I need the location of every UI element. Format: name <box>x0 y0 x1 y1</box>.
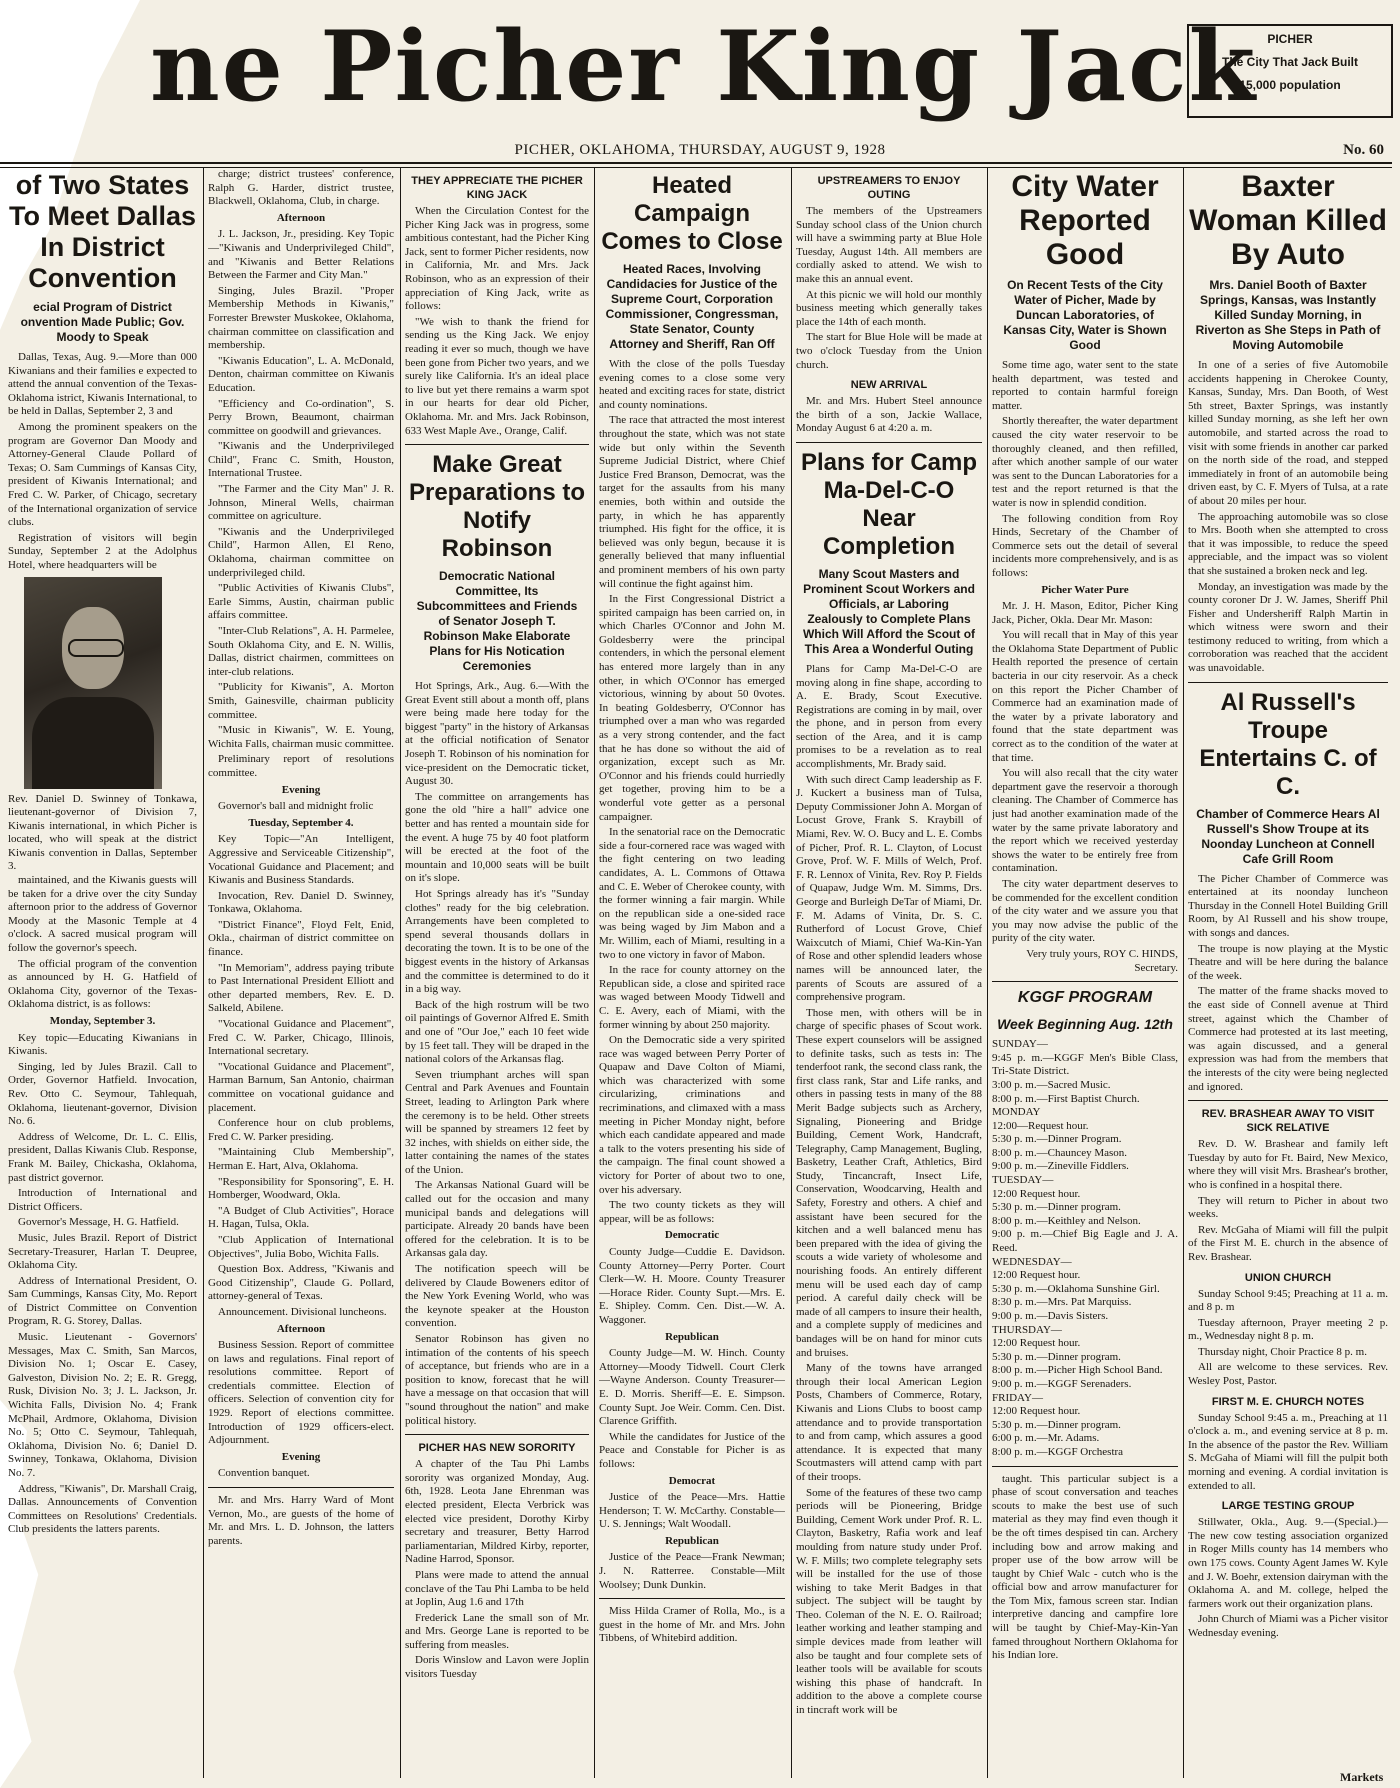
schedule-line: 9:00 p. m.—Zineville Fiddlers. <box>992 1160 1129 1173</box>
article-paragraph: Frederick Lane the small son of Mr. and Mrs. George Lane is reported to be suffering from measles. <box>405 1611 589 1651</box>
article-paragraph: Address of Welcome, Dr. L. C. Ellis, president, Dallas Kiwanis Club. Response, Frank M. Bailey, Chickasha, Oklahoma, past district governor. <box>8 1130 197 1184</box>
photo-suit <box>32 697 154 789</box>
article-paragraph: Hot Springs already has it's "Sunday clothes" ready for the big celebration. Arrangements have been completed to spend several thousands dollars in decorating the town. It is to be one of the biggest events in the history of Arkansas and the committee is determined to do it in a big way. <box>405 888 589 996</box>
article-paragraph: Doris Winslow and Lavon were Joplin visitors Tuesday <box>405 1654 589 1681</box>
article-paragraph: County Judge—M. W. Hinch. County Attorney—Moody Tidwell. Court Clerk—Wayne Anderson. County Treasurer—E. D. Morris. Sheriff—E. E. Simpson. County Supt. Joe Weir. Comm. Cen. Dist. Clarence Griffith. <box>599 1347 785 1428</box>
column-1 <box>8 168 197 1778</box>
article-paragraph: Back of the high rostrum will be two oil paintings of Governor Alfred E. Smith and one of "Our Joe," each 10 feet wide by 15 feet tall. They will be draped in the national colors of the Arkansas flag. <box>405 998 589 1066</box>
column-6 <box>992 168 1178 1778</box>
article-headline-union-church: UNION CHURCH <box>1244 1271 1332 1284</box>
article-paragraph: County Judge—Cuddie E. Davidson. County Attorney—Perry Porter. Court Clerk—W. H. Moore. County Treasurer—Horace Rider. County Supt.—Mrs. E. E. Shipley. Comm. Cen. Dist.—W. A. Waggoner. <box>599 1246 785 1326</box>
schedule-line: 12:00 Request hour. <box>992 1187 1081 1200</box>
article-paragraph: Some time ago, water sent to the state health department, was tested and reported to contain harmful foreign matter. <box>992 359 1178 412</box>
schedule-line: 5:30 p. m.—Dinner Program. <box>992 1133 1122 1146</box>
section-divider <box>599 1598 785 1599</box>
article-paragraph: taught. This particular subject is a phase of scout conversation and teaches scouts to make the best use of such material as they may find even though it be the oft times despised tin can. Archery including bow and arrow making and proper use of the bow arrow will be taught by Chief Walc - cutch who is the official bow and arrow manufacturer for the Tom Mix, famous screen star. Indian interpretive dancing and campfire lore will be taught by Chief-May-Kin-Yan famed throughout Northern Oklahoma for his Indian lore. <box>992 1472 1178 1662</box>
article-paragraph: "Public Activities of Kiwanis Clubs", Earle Simms, Austin, chairman public affairs committee. <box>208 582 394 622</box>
article-paragraph: Senator Robinson has given no intimation of the contents of his speech of acceptance, but friends who are in a position to know, forecast that he will have a message on that occasion that will "sound throughout the nation" and make political history. <box>405 1333 589 1427</box>
article-paragraph: Dallas, Texas, Aug. 9.—More than 000 Kiwanians and their families e expected to attend the annual convention of the Texas-Oklahoma istrict, Kiwanis International, to be held in Dallas, September 2, 3 and <box>8 351 197 418</box>
article-paragraph: The city water department deserves to be commended for the excellent condition of the city water and we assure you that you may now advise the public of the purity of the city water. <box>992 877 1178 945</box>
article-paragraph: In one of a series of five Automobile accidents happening in Cherokee County, Kansas, Sunday, Mrs. Dan Booth, of West 5th street, Baxter Springs, was instantly killed Sunday morning, as she left her own automobile, and started across the road to visit with some friends in another car parked on the north side of the road, and stepped immediately in front of an automobile being driven east, by C. F. Myers of Tulsa, at a rate of about 20 miles per hour. <box>1188 359 1388 507</box>
ear-population: 15,000 population <box>1239 78 1341 92</box>
article-paragraph: Seven triumphant arches will span Central and Park Avenues and Fountain Street, leading to Arlington Park where the ceremony is to be held. Other streets will be spanned by streamers 12 feet by 32 inches, with shields on either side, the latter containing the names of the states of the Union. <box>405 1068 589 1176</box>
article-headline-new-arrival: NEW ARRIVAL <box>850 379 928 392</box>
column-rule <box>400 168 401 1778</box>
article-paragraph: In the senatorial race on the Democratic side a four-cornered race was waged with the fight centering on two leading candidates, A. L. Commons of Ottawa and C. E. Weber of Cherokee county, with the former winning a fair margin. While on the republican side a one-sided race was being waged by Jim Mabon and a Mr. Willim, each of Miami, resulting in a two to one victory in favor of Mabon. <box>599 826 785 961</box>
column-4 <box>599 168 785 1778</box>
schedule-line: 9:00 p. m.—Davis Sisters. <box>992 1310 1109 1322</box>
article-paragraph: Justice of the Peace—Frank Newman; J. N. Ratterree. Constable—Milt Woolsey; Dunk Dunkin. <box>599 1551 785 1591</box>
article-paragraph: Hot Springs, Ark., Aug. 6.—With the Great Event still about a month off, plans were being made here today for the biggest "party" in the history of Arkansas at the official notification of Senator Joseph T. Robinson of his nomination for vice-president on the Democratic ticket, August 30. <box>405 680 589 788</box>
schedule-line: 6:00 p. m.—Mr. Adams. <box>992 1432 1100 1445</box>
article-paragraph: The approaching automobile was so close to Mrs. Booth when she attempted to cross that it was impossible, to reduce the speed appreciable, and the impact was so violent that she sustained a broken neck and leg. <box>1188 510 1388 577</box>
letter-heading: Picher Water Pure <box>1041 583 1129 596</box>
column-rule <box>1183 168 1184 1778</box>
section-divider <box>208 1487 394 1488</box>
article-paragraph: Registration of visitors will begin Sunday, September 2 at the Adolphus Hotel, where headquarters will be <box>8 531 197 571</box>
article-paragraph: In the race for county attorney on the Republican side, a close and spirited race was waged between Moody Tidwell and C. E. Avery, each of Miami, with the former winning by about 250 majority. <box>599 964 785 1031</box>
article-paragraph: Key Topic—"An Intelligent, Aggressive and Serviceable Citizenship", Vocational Guidance and Placement; and Kiwanis and Business Standards. <box>208 833 394 887</box>
article-paragraph: You will recall that in May of this year the Oklahoma State Department of Public Health reported the presence of certain bacteria in our city reservoir. As a check on this report the Picher Chamber of Commerce had an examination made of the water by a private laboratory and found that the state department was correct as to the condition of the water at that time. <box>992 629 1178 764</box>
column-5 <box>796 168 982 1778</box>
article-paragraph: "Kiwanis and the Underprivileged Child", Harmon Allen, El Reno, Oklahoma, chairman committee on underprivileged child. <box>208 525 394 579</box>
article-paragraph: Governor's Message, H. G. Hatfield. <box>18 1216 179 1229</box>
ear-slogan: The City That Jack Built <box>1221 55 1359 69</box>
schedule-line: 9:00 p. m.—Chief Big Eagle and J. A. Reed. <box>992 1228 1178 1255</box>
article-deck-robinson: Democratic National Committee, Its Subcommittees and Friends of Senator Joseph T. Robinson Make Elaborate Plans for His Notication Ceremonies <box>416 569 578 674</box>
schedule-line: 12:00 Request hour. <box>992 1269 1081 1282</box>
section-divider <box>405 444 589 445</box>
schedule-line: SUNDAY— <box>992 1038 1048 1051</box>
schedule-line: FRIDAY— <box>992 1391 1043 1404</box>
article-paragraph: The official program of the convention as announced by H. G. Hatfield of Oklahoma City, governor of the Texas-Oklahoma district, is as follows: <box>8 957 197 1011</box>
article-headline-sorority: PICHER HAS NEW SORORITY <box>418 1442 576 1455</box>
article-paragraph: "Efficiency and Co-ordination", S. Perry Brown, Beaumont, chairman committee on goodwill and grievances. <box>208 397 394 437</box>
article-paragraph: "A Budget of Club Activities", Horace H. Hagan, Tulsa, Okla. <box>208 1204 394 1231</box>
article-paragraph: Mr. and Mrs. Hubert Steel announce the birth of a son, Jackie Wallace, Monday August 6 at 4:20 a. m. <box>796 395 982 435</box>
article-paragraph: "Publicity for Kiwanis", A. Morton Smith, Gainesville, chairman publicity committee. <box>208 681 394 721</box>
article-paragraph: The notification speech will be delivered by Claude Boweners editor of the New York Evening World, who was the keynote speaker at the Houston convention. <box>405 1263 589 1330</box>
schedule-line: 12:00 Request hour. <box>992 1337 1081 1350</box>
schedule-line: 8:00 p. m.—Keithley and Nelson. <box>992 1214 1141 1227</box>
article-paragraph: Shortly thereafter, the water department caused the city water reservoir to be thoroughly cleaned, and then refilled, after which another sample of our water was sent to the Duncan Laboratories for a test and the report returned is that the water is now in splendid condition. <box>992 415 1178 509</box>
article-paragraph: You will also recall that the city water department gave the reservoir a thorough cleaning. The Chamber of Commerce has just had another examination made of the water by the same private laboratory and the report which we received yesterday shows the water to be entirely free from contamination. <box>992 767 1178 875</box>
article-headline-camp: Plans for Camp Ma-Del-C-O Near Completion <box>800 448 978 560</box>
kggf-program-subtitle: Week Beginning Aug. 12th <box>997 1016 1173 1033</box>
article-paragraph: "Kiwanis Education", L. A. McDonald, Denton, chairman committee on Kiwanis Education. <box>208 354 394 394</box>
schedule-line: 8:00 p. m.—First Baptist Church. <box>992 1092 1140 1105</box>
article-paragraph: "The Farmer and the City Man" J. R. Johnson, Mineral Wells, chairman committee on agriculture. <box>208 483 394 523</box>
article-paragraph: Introduction of International and District Officers. <box>8 1187 197 1213</box>
schedule-line: 5:30 p. m.—Dinner program. <box>992 1201 1121 1214</box>
schedule-line: 8:00 p. m.—Picher High School Band. <box>992 1364 1163 1377</box>
article-paragraph: "Kiwanis and the Underprivileged Child", Franc C. Smith, Houston, International Trustee. <box>208 440 394 480</box>
program-day-heading: Tuesday, September 4. <box>248 816 354 829</box>
article-paragraph: Preliminary report of resolutions committee. <box>208 753 394 779</box>
article-paragraph: "District Finance", Floyd Felt, Enid, Okla., chairman of district committee on finance. <box>208 918 394 959</box>
schedule-line: MONDAY <box>992 1106 1041 1119</box>
article-paragraph: "Maintaining Club Membership", Herman E. Hart, Alva, Oklahoma. <box>208 1146 394 1172</box>
schedule-line: WEDNESDAY— <box>992 1255 1072 1268</box>
article-headline-testing-group: LARGE TESTING GROUP <box>1221 1500 1355 1513</box>
column-7 <box>1188 168 1388 1778</box>
article-deck-campaign: Heated Races, Involving Candidacies for Justice of the Supreme Court, Corporation Commissioner, Congressman, State Senator, County Attorney and Sheriff, Ran Off <box>605 262 779 351</box>
article-paragraph: "We wish to thank the friend for sending us the King Jack. We enjoy reading it ever so much, though we have been gone from Picher two years, and we surely like California. It's an ideal place to live but yet there remains a warm spot in our hearts for dear old Picher, Oklahoma. Mr. and Mrs. Jack Robinson, 633 West Maple Ave., Orange, Calif. <box>405 315 589 437</box>
article-deck-water: On Recent Tests of the City Water of Picher, Made by Duncan Laboratories, of Kansas City, Water is Shown Good <box>1003 278 1167 352</box>
column-rule <box>987 168 988 1778</box>
column-rule <box>203 168 204 1778</box>
issue-number: No. 60 <box>1343 142 1384 158</box>
article-paragraph: "In Memoriam", address paying tribute to Past International President Elliott and other departed members, Rev. E. D. Salkeld, Abilene. <box>208 961 394 1015</box>
masthead-ear-box <box>1187 24 1393 118</box>
article-deck-russell: Chamber of Commerce Hears Al Russell's Show Troupe at its Noonday Luncheon at Connell Cafe Grill Room <box>1196 806 1380 866</box>
article-paragraph: Singing, led by Jules Brazil. Call to Order, Governor Hatfield. Invocation, Rev. Otto C. Seymour, Tahlequah, Oklahoma, lieutenant-governor, Division No. 6. <box>8 1060 197 1128</box>
article-headline-upstreamers: UPSTREAMERS TO ENJOY OUTING <box>817 175 961 201</box>
section-divider <box>1188 1100 1388 1101</box>
section-divider <box>1188 682 1388 683</box>
program-day-heading: Monday, September 3. <box>49 1015 156 1027</box>
article-paragraph: "Vocational Guidance and Placement", Fred C. W. Parker, Chicago, Illinois, International secretary. <box>208 1018 394 1058</box>
article-headline-campaign: Heated Campaign Comes to Close <box>601 172 783 255</box>
article-paragraph: Rev. D. W. Brashear and family left Tuesday by auto for Ft. Baird, New Mexico, where they will visit Mrs. Brashear's brother, who is confined in a hospital there. <box>1188 1138 1388 1191</box>
schedule-line: THURSDAY— <box>992 1323 1062 1336</box>
schedule-line: 12:00—Request hour. <box>992 1119 1089 1132</box>
article-paragraph: The start for Blue Hole will be made at two o'clock Tuesday from the Union church. <box>796 331 982 371</box>
column-rule <box>594 168 595 1778</box>
ticket-heading: Democratic <box>664 1229 720 1242</box>
article-headline-appreciate: THEY APPRECIATE THE PICHER KING JACK <box>411 175 583 201</box>
article-paragraph: Announcement. Divisional luncheons. <box>218 1305 387 1318</box>
article-paragraph: Sunday School 9:45; Preaching at 11 a. m. and 8 p. m <box>1188 1287 1388 1314</box>
article-headline-russell: Al Russell's Troupe Entertains C. of C. <box>1199 688 1377 800</box>
article-paragraph: The race that attracted the most interest throughout the state, which was not state wide but only within the Seventh Supreme Judicial District, where Chief Justice Fred Branson, Democrat, was the target for the assaults from his many enemies, both within and outside the party, in which he has apparently triumphed. His fight for the office, it is believed was only begun, because it is generally believed that many influential and prominent members of his own party will continue the fight against him. <box>599 414 785 590</box>
article-paragraph: "Inter-Club Relations", A. H. Parmelee, South Oklahoma City, and E. N. Willis, Dallas, district chairmen, committees on inter-club relations. <box>208 625 394 678</box>
article-paragraph: Some of the features of these two camp periods will be Pioneering, Bridge Building, Cement Work under Prof. R. L. Clayton, Basketry, Rafia work and leaf moulding from nature study under Prof. W. F. Mills; two complete telegraphy sets will be installed for the use of those wishing to take Merit Badges in that subject. The subject will be taught by Theo. Coleman of the N. E. O. Railroad; leather working and leather stamping and simple devices made from leather will also be taught and four complete sets of leather tools will be available for scouts wishing this phase of handcraft. In addition to the above a complete course in tincraft work will be <box>796 1486 982 1717</box>
column-2 <box>208 168 394 1778</box>
schedule-line: 12:00 Request hour. <box>992 1405 1081 1418</box>
article-paragraph: Plans were made to attend the annual conclave of the Tau Phi Lamba to be held at Joplin, Aug 1.6 and 17th <box>405 1568 589 1609</box>
ticket-heading: Republican <box>665 1330 719 1343</box>
article-paragraph: Miss Hilda Cramer of Rolla, Mo., is a guest in the home of Mr. and Mrs. John Tibbens, of Whitebird addition. <box>599 1605 785 1645</box>
article-paragraph: Invocation, Rev. Daniel D. Swinney, Tonkawa, Oklahoma. <box>208 889 394 916</box>
article-paragraph: charge; district trustees' conference, Ralph G. Harder, district trustee, Blackwell, Oklahoma, Club, in charge. <box>208 168 394 208</box>
article-paragraph: The two county tickets as they will appear, will be as follows: <box>599 1199 785 1225</box>
article-paragraph: When the Circulation Contest for the Picher King Jack was in progress, some ambitious contestant, had the Picher King Jack, sent to former Picher residents, now in California, Mr. and Mrs. Jack Robinson, who as an expression of their appreciation of King Jack, write as follows: <box>405 205 589 313</box>
article-paragraph: Address of International President, O. Sam Cummings, Kansas City, Mo. Report of District Committee on Convention Program, R. G. Storey, Dallas. <box>8 1274 197 1328</box>
masthead-title: ne Picher King Jack <box>150 10 1258 123</box>
dateline: PICHER, OKLAHOMA, THURSDAY, AUGUST 9, 1928 <box>514 142 886 158</box>
article-paragraph: "Responsibility for Sponsoring", E. H. Homberger, Woodward, Okla. <box>208 1175 394 1202</box>
schedule-line: 8:00 p. m.—KGGF Orchestra <box>992 1445 1124 1458</box>
article-paragraph: With such direct Camp leadership as F. J. Kuckert a business man of Tulsa, Deputy Commissioner John A. Morgan of Locust Grove, Frank S. Kraybill of Miami, Rev. W. O. Bucy and L. E. Combs of Picher, Prof. R. L. Clayton, of Locust Grove, Prof. W. F. Mills of Welch, Prof. F. R. Lennox of Vinita, Rev. Roy P. Fields of Quapaw, Judge Wm. M. Simms, Drs. George and Burleigh DeTar of Miami, Dr. F. M. Adams of Vinita, Dr. S. C. Rutherford of Locust Grove, Chief Waixcutch of Miami, Chief Wa-Kin-Yan of Rose and other splendid leaders whose names will be announced later, the parents of Scouts are assured of a comprehensive program. <box>796 773 982 1004</box>
article-paragraph: The Arkansas National Guard will be called out for the occasion and many municipal bands and delegations will participate. Already 20 bands have been offered for the celebration. It is to be Arkansas gala day. <box>405 1179 589 1260</box>
schedule-line: 5:30 p. m.—Dinner program. <box>992 1350 1121 1363</box>
article-paragraph: "Club Application of International Objectives", Julia Bobo, Wichita Falls. <box>208 1233 394 1260</box>
article-paragraph: Many of the towns have arranged through their local American Legion Posts, Chambers of Commerce, Rotary, Kiwanis and Lions Clubs to boost camp attendance and to provide transportation to and from camp, which assures a good attendance. It is expected that many Scoutmasters will attend camp with part of their troops. <box>796 1362 982 1483</box>
schedule-line: 9:00 p. m.—KGGF Serenaders. <box>992 1377 1132 1390</box>
article-headline-water: City Water Reported Good <box>1011 170 1159 271</box>
article-paragraph: Tuesday afternoon, Prayer meeting 2 p. m., Wednesday night 8 p. m. <box>1188 1316 1388 1343</box>
column-rule <box>791 168 792 1778</box>
article-paragraph: J. L. Jackson, Jr., presiding. Key Topic—"Kiwanis and Underprivileged Child", and "Kiwanis and Better Relations Between the Farmer and City Man." <box>208 228 394 282</box>
program-subheading: Afternoon <box>276 211 326 224</box>
kggf-program-title: KGGF PROGRAM <box>1017 989 1153 1007</box>
article-paragraph: The troupe is now playing at the Mystic Theatre and will be here during the balance of the week. <box>1188 942 1388 982</box>
article-headline-brashear: REV. BRASHEAR AWAY TO VISIT SICK RELATIVE <box>1201 1108 1375 1135</box>
program-subheading: Evening <box>281 1450 321 1463</box>
column-3 <box>405 168 589 1778</box>
ear-city: PICHER <box>1267 32 1313 46</box>
ticket-heading: Democrat <box>668 1474 716 1487</box>
article-paragraph: Among the prominent speakers on the program are Governor Dan Moody and Attorney-General Claude Pollard of Texas; O. Sam Cummings of Kansas City, president of Kiwanis International; and Fred C. W. Parker, of Chicago, secretary of the International organization of service clubs. <box>8 420 197 529</box>
article-paragraph: The committee on arrangements has gone the old "hire a hall" advice one better and has rented a mountain side for the event. A huge 75 by 40 foot platform will be erected at the foot of the mountain and 10,000 seats will be built on it's slope. <box>405 790 589 885</box>
section-divider <box>992 981 1178 982</box>
schedule-line: 9:45 p. m.—KGGF Men's Bible Class, Tri-State District. <box>992 1051 1178 1078</box>
schedule-line: 5:30 p. m.—Oklahoma Sunshine Girl. <box>992 1282 1160 1295</box>
footer-markets: Markets <box>1340 1770 1384 1784</box>
article-paragraph: On the Democratic side a very spirited race was waged between Perry Porter of Quapaw and Dave Colton of Miami, which was characterized with some circularizing, criminations and recriminations, and climaxed with a mass meeting in Picher Monday night, before which each candidate appeared and made a talk to the voters presenting his side of the campaign. The final count showed a victory for Porter of about two to one, over his adversary. <box>599 1034 785 1196</box>
ticket-heading: Republican <box>665 1534 719 1547</box>
article-paragraph: Mr. J. H. Mason, Editor, Picher King Jack, Picher, Okla. Dear Mr. Mason: <box>992 600 1178 626</box>
article-headline-kiwanis: of Two States To Meet Dallas In District Convention <box>8 170 197 293</box>
article-paragraph: Plans for Camp Ma-Del-C-O are moving along in fine shape, according to A. E. Brady, Scout Executive. Registrations are coming in by mail, over the phone, and in person from every section of the Area, and it is camp promises to be a revelation as to real accomplishments, Mr. Brady said. <box>796 662 982 771</box>
article-paragraph: The members of the Upstreamers Sunday school class of the Union church will have a swimming party at Blue Hole Tuesday, August 14th. All members are cordially asked to attend. We wish to make this an annual event. <box>796 205 982 285</box>
article-paragraph: The Picher Chamber of Commerce was entertained at its noonday luncheon Thursday in the Connell Hotel Building Grill Room, by Al Russell and his show troupe, with songs and dances. <box>1188 872 1388 940</box>
photo-caption: Rev. Daniel D. Swinney of Tonkawa, lieutenant-governor of Division 7, Kiwanis international, in which Picher is located, who will speak at the district Kiwanis convention in Dallas, September 3. <box>8 792 197 873</box>
schedule-line: TUESDAY— <box>992 1174 1054 1187</box>
article-headline-robinson: Make Great Preparations to Notify Robinson <box>408 451 586 563</box>
article-paragraph: "Music in Kiwanis", W. E. Young, Wichita Falls, chairman music committee. <box>208 724 394 750</box>
article-deck-baxter: Mrs. Daniel Booth of Baxter Springs, Kansas, was Instantly Killed Sunday Morning, in Riverton as She Steps in Path of Moving Automobile <box>1195 278 1381 352</box>
article-headline-baxter: Baxter Woman Killed By Auto <box>1189 170 1387 271</box>
article-paragraph: Music. Lieutenant - Governors' Messages, Max C. Smith, San Marcos, Division No. 1; Oscar E. Casey, Galveston, Division No. 2; E. R. Gregg, Rusk, Division No. 3; J. L. Jackson, Jr. Wichita Falls, Division No. 4; Frank McPhail, Ardmore, Oklahoma, Division No. 5; Otto C. Seymour, Tahlequah, Oklahoma, Division No. 6; Daniel D. Swinney, Tonkawa, Oklahoma, Division No. 7. <box>8 1331 197 1479</box>
photo-glasses <box>68 639 124 657</box>
portrait-photo <box>24 577 162 789</box>
article-paragraph: Business Session. Report of committee on laws and regulations. Final report of resolutions committee. Report of credentials committee. Election of officers. Selection of convention city for 1929. Report of elections committee. Introduction of 1929 officers-elect. Adjournment. <box>208 1339 394 1447</box>
article-deck-kiwanis: ecial Program of District onvention Made Public; Gov. Moody to Speak <box>20 300 185 344</box>
article-paragraph: They will return to Picher in about two weeks. <box>1188 1194 1388 1221</box>
article-headline-first-me: FIRST M. E. CHURCH NOTES <box>1211 1395 1365 1408</box>
article-paragraph: Stillwater, Okla., Aug. 9.—(Special.)—The new cow testing association organized in Roger Mills county has 14 members who own 175 cows. County Agent James W. Kyle and J. W. Boehr, extension dairyman with the Oklahoma A. and M. college, helped the farmers work out their organization plans. <box>1188 1516 1388 1610</box>
schedule-line: 8:00 p. m.—Chauncey Mason. <box>992 1146 1128 1159</box>
program-subheading: Afternoon <box>276 1322 326 1335</box>
article-paragraph: Thursday night, Choir Practice 8 p. m. <box>1198 1345 1367 1358</box>
schedule-line: 5:30 p. m.—Dinner program. <box>992 1418 1121 1431</box>
schedule-line: 8:30 p. m.—Mrs. Pat Marquiss. <box>992 1296 1132 1309</box>
article-paragraph: The following condition from Roy Hinds, Secretary of the Chamber of Commerce sets out the detail of several incidents more comprehensively, and is as follows: <box>992 512 1178 579</box>
section-divider <box>796 442 982 443</box>
article-paragraph: A chapter of the Tau Phi Lambs sorority was organized Monday, Aug. 6th, 1928. Leota Jane Ehrenman was elected president, Electa Verbrick was elected vice president, Dorothy Kirby secretary and treasurer, Betty Harrod parliamentarian, Mildred Kirby, reporter, Nadine Harrod, Sponsor. <box>405 1458 589 1566</box>
article-paragraph: Address, "Kiwanis", Dr. Marshall Craig, Dallas. Announcements of Convention Committees on Resolutions' Credentials. Club presidents the latters parents. <box>8 1482 197 1536</box>
article-paragraph: At this picnic we will hold our monthly business meeting which generally takes place the 14th of each month. <box>796 288 982 328</box>
schedule-line: 3:00 p. m.—Sacred Music. <box>992 1078 1111 1091</box>
section-divider <box>992 1466 1178 1467</box>
letter-signature: Very truly yours, ROY C. HINDS, Secretary. <box>1026 947 1178 974</box>
article-paragraph: Mr. and Mrs. Harry Ward of Mont Vernon, Mo., are guests of the home of Mr. and Mrs. L. D. Johnson, the latters parents. <box>208 1494 394 1547</box>
article-paragraph: With the close of the polls Tuesday evening comes to a close some very heated and exciting races for state, district and county nominations. <box>599 358 785 411</box>
article-paragraph: Question Box. Address, "Kiwanis and Good Citizenship", Claude G. Pollard, attorney-general of Texas. <box>208 1263 394 1303</box>
article-paragraph: maintained, and the Kiwanis guests will be taken for a drive over the city Sunday afternoon prior to the address of Governor Moody at the Masonic Temple at 4 o'clock. A sacred musical program will follow the governor's speech. <box>8 874 197 955</box>
article-paragraph: Conference hour on club problems, Fred C. W. Parker presiding. <box>208 1117 394 1143</box>
article-paragraph: While the candidates for Justice of the Peace and Constable for Picher is as follows: <box>599 1430 785 1470</box>
article-paragraph: Singing, Jules Brazil. "Proper Membership Methods in Kiwanis," Forrester Brewster Muskokee, Oklahoma, chairman committee on classification and membership. <box>208 284 394 352</box>
article-paragraph: Key topic—Educating Kiwanians in Kiwanis. <box>8 1031 197 1058</box>
section-divider <box>405 1434 589 1435</box>
article-paragraph: Justice of the Peace—Mrs. Hattie Henderson; T. W. McCarthy. Constable—U. S. Jennings; Walt Woodall. <box>599 1491 785 1531</box>
article-paragraph: In the First Congressional District a spirited campaign has been carried on, in which Charles O'Connor and John M. Goldesberry were the principal contenders, in which the personal element has entered more largely than in any other, in which O'Connor has emerged victorious, winning by about 50 0votes. In beating Goldesberry, O'Connor has triumphed over a man who was regarded as a very strong contender, and the fact that he has done so without the aid of organization, except such as Mr. O'Connor and his friends could hurriedly get together, proving him to be a wonderful vote getter as a personal campaigner. <box>599 593 785 823</box>
article-paragraph: Those men, with others will be in charge of specific phases of Scout work. These expert counselors will be assigned to definite tasks, such as tests in: The tenderfoot rank, the second class rank, the first class rank, Star and Life ranks, and others in passing tests in many of the 88 Merit Badge subjects such as Archery, Signaling, Pioneering and Bridge Building, Cement Work, Handcraft, Telegraphy, Camp Management, Bugling, Basketry, Leather Craft, Athletics, Bird Study, Tincancraft, Insect Life, Conservation, Woodcarving, Health and Safety, Forestry and others. A chief and assistant have been secured for the kitchen and a well balanced menu has been prepared with the idea of giving the scouts a wide variety of wholesome and nourishing foods. An entirely different menu will be used each day of camp period. A careful daily check will be made of all campers to insure their health, and a complete supply of medicines and bandages will be on hand for minor cuts and bruises. <box>796 1006 982 1359</box>
article-paragraph: All are welcome to these services. Rev. Wesley Post, Pastor. <box>1188 1361 1388 1388</box>
article-deck-camp: Many Scout Masters and Prominent Scout Workers and Officials, ar Laboring Zealously to Complete Plans Which Will Afford the Scout of This Area a Wonderful Outing <box>802 566 976 656</box>
article-paragraph: Rev. McGaha of Miami will fill the pulpit of the First M. E. church in the absence of Rev. Brashear. <box>1188 1223 1388 1263</box>
article-paragraph: Monday, an investigation was made by the county coroner Dr J. W. James, Sheriff Phil Fisher and Undersheriff Ralph Martin in which witness were sworn and their testimony reduced to writing, from which a corroboration was reached that the accident was unavoidable. <box>1188 580 1388 675</box>
article-paragraph: The matter of the frame shacks moved to the east side of Connell avenue at Third street, against which the Chamber of Commerce had protested at its last meeting, was again discussed, and a general expression was had from the members that the interests of the city were being neglected and ignored. <box>1188 985 1388 1093</box>
article-paragraph: Sunday School 9:45 a. m., Preaching at 11 o'clock a. m., and evening service at 8 p. m. In the absence of the pastor the Rev. William S. McGaha of Miami will fill the pulpit both morning and evening. A cordial invitation is extended to all. <box>1188 1411 1388 1492</box>
article-paragraph: John Church of Miami was a Picher visitor Wednesday evening. <box>1188 1613 1388 1639</box>
kggf-schedule <box>992 1038 1178 1459</box>
article-paragraph: Governor's ball and midnight frolic <box>218 800 374 813</box>
article-paragraph: Music, Jules Brazil. Report of District Secretary-Treasurer, Harlan T. Deupree, Oklahoma City. <box>8 1231 197 1272</box>
article-paragraph: "Vocational Guidance and Placement", Harman Barnum, San Antonio, chairman committee on vocational guidance and placement. <box>208 1060 394 1114</box>
article-paragraph: Convention banquet. <box>218 1467 310 1480</box>
program-subheading: Evening <box>281 783 321 796</box>
